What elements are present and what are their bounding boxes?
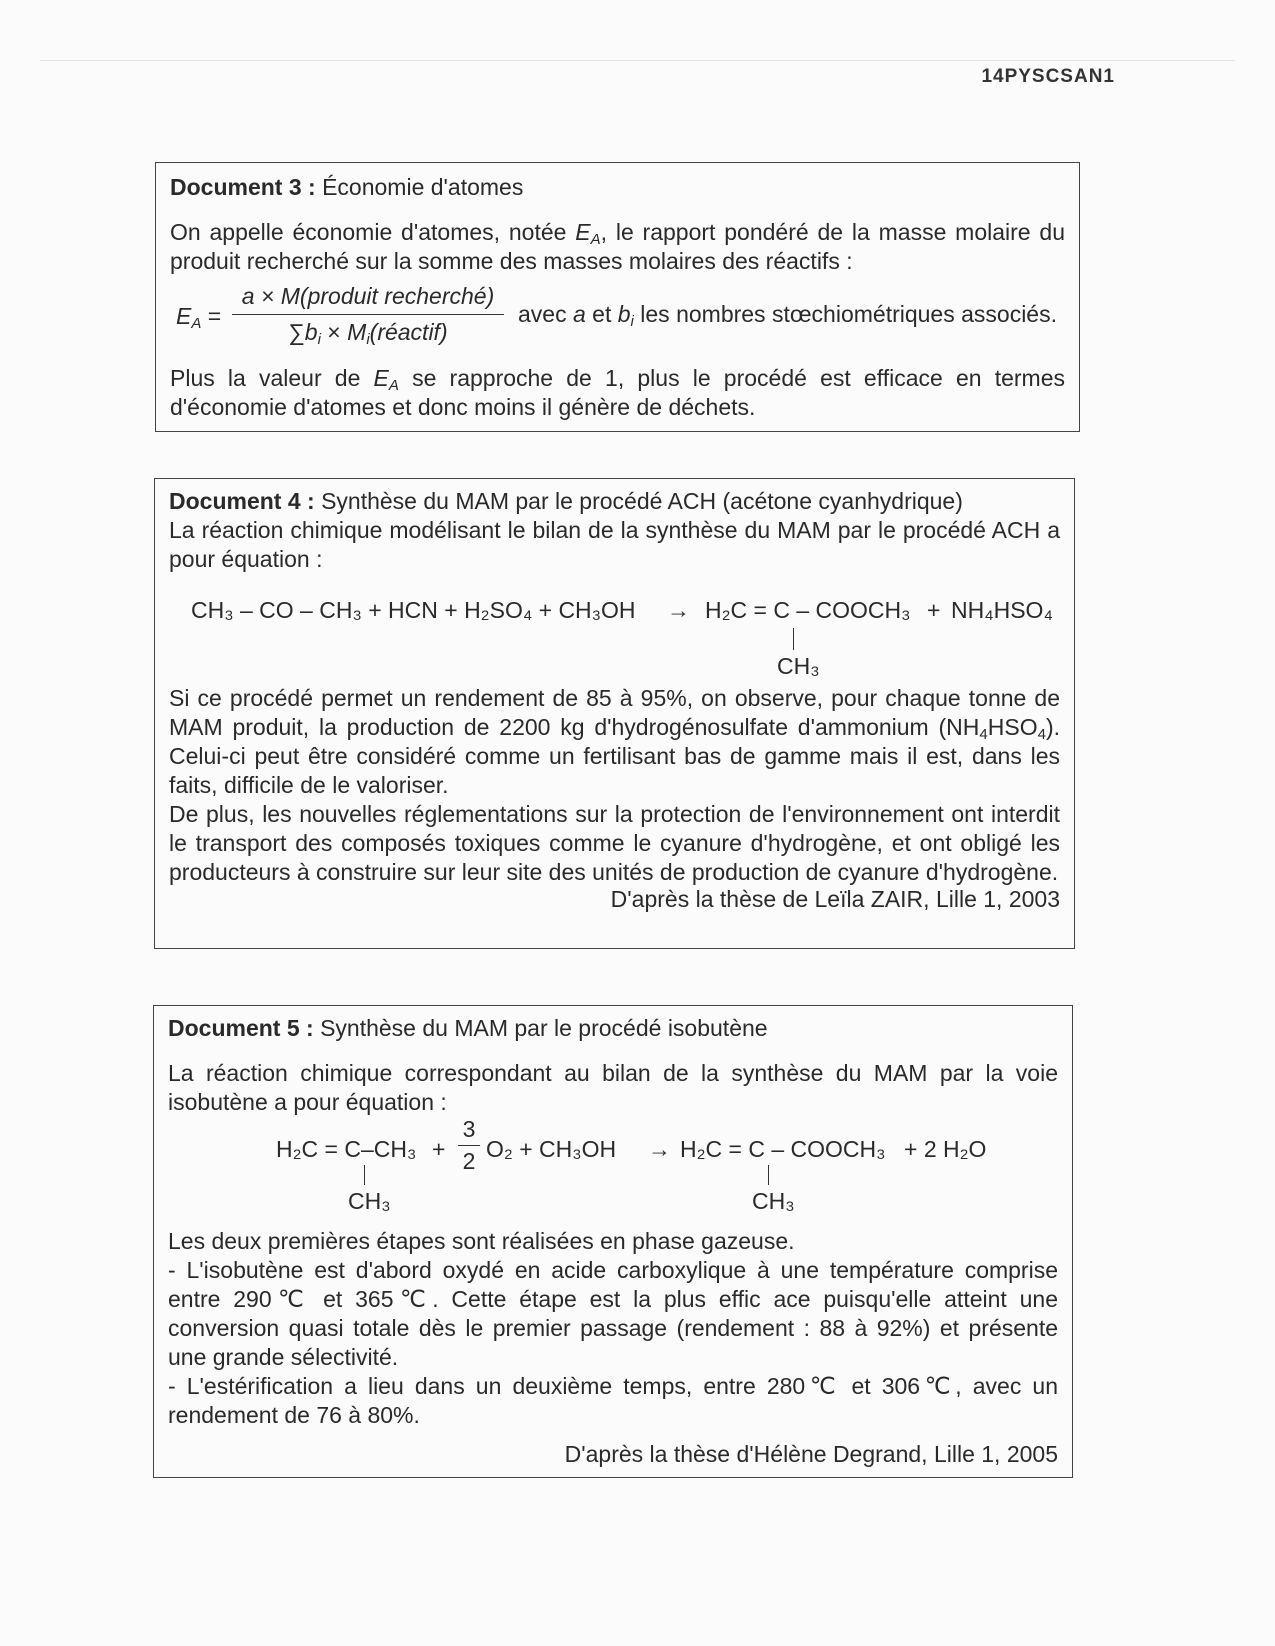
formula-fraction-bar	[232, 314, 504, 315]
ach-arrow: →	[667, 597, 690, 623]
ach-byproduct: NH₄HSO₄	[951, 597, 1053, 623]
document-4-label: Document 4 :	[169, 488, 315, 514]
isobutene-arrow: →	[648, 1136, 671, 1162]
fraction-bar	[458, 1145, 480, 1146]
document-5-line-1: Les deux premières étapes sont réalisées en phase gazeuse.	[168, 1228, 795, 1254]
ea-symbol-2: E	[373, 365, 389, 391]
atom-economy-formula	[170, 280, 1065, 354]
para1-sub-1: 4	[979, 726, 988, 743]
para1-text-2: HSO	[987, 714, 1038, 740]
document-5-line-2: - L'isobutène est d'abord oxydé en acide carboxylique à une température comprise entre 290℃ et 365℃. Cette étape est la plus effic ace puisqu'elle atteint une conversion quasi totale dès le premier passage (rendement : 88 à 92%) et présente une grande sélectivité.	[168, 1257, 1058, 1370]
document-5-line-3: - L'estérification a lieu dans un deuxième temps, entre 280℃ et 306℃, avec un rendement de 76 à 80%.	[168, 1373, 1058, 1428]
para1-text-3: ). Celui-ci peut être considéré comme un fertilisant bas de gamme mais il est, dans les faits, difficile de le valoriser.	[169, 714, 1060, 798]
formula-legend: avec a et $b_i$ les nombres stœchiométriques associés.	[518, 301, 1057, 330]
isobutene-product: H₂C = C – COOCH₃	[680, 1136, 886, 1162]
ea-symbol: E	[575, 219, 591, 245]
document-4-box	[154, 478, 1075, 949]
ach-equation	[169, 574, 1060, 678]
document-4-source: D'après la thèse de Leïla ZAIR, Lille 1, 2003	[610, 886, 1060, 912]
ach-branch-methyl: CH₃	[777, 653, 820, 679]
document-4-title	[169, 487, 1060, 516]
document-3-intro	[170, 218, 1065, 276]
ach-product: H₂C = C – COOCH₃	[705, 597, 911, 623]
reactant-branch-bond	[364, 1165, 365, 1185]
document-4-intro: La réaction chimique modélisant le bilan de la synthèse du MAM par le procédé ACH a pour équation :	[169, 517, 1060, 572]
isobutene-water: + 2 H₂O	[904, 1136, 987, 1162]
para1-text-1: Si ce procédé permet un rendement de 85 à 95%, on observe, pour chaque tonne de MAM produit, la production de 2200 kg d'hydrogénosulfate d'ammonium (NH	[169, 685, 1060, 740]
document-5-label: Document 5 :	[168, 1015, 314, 1041]
formula-numerator: a × M(produit recherché)	[241, 283, 495, 309]
ach-reactants: CH₃ – CO – CH₃ + HCN + H₂SO₄ + CH₃OH	[191, 597, 636, 623]
document-4-paragraph-2: De plus, les nouvelles réglementations sur la protection de l'environnement ont interdit le transport des composés toxiques comme le cyanure d'hydrogène, et ont obligé les producteurs à construire sur leur site des unités de production de cyanure d'hydrogène.	[169, 801, 1060, 885]
isobutene-equation	[168, 1117, 1058, 1215]
formula-lhs: $E_A$ =	[176, 303, 222, 332]
product-branch-methyl: CH₃	[752, 1188, 795, 1214]
document-5-box	[153, 1005, 1073, 1478]
conclusion-text: Plus la valeur de	[170, 365, 374, 391]
intro-text-2: , le rapport pondéré de la masse molaire du produit recherché sur la somme des masses molaires des réactifs :	[170, 219, 1066, 274]
isobutene-plus: +	[432, 1136, 446, 1162]
reactant-branch-methyl: CH₃	[348, 1188, 391, 1214]
ea-subscript: A	[590, 231, 601, 248]
exam-code: 14PYSCSAN1	[981, 66, 1115, 87]
isobutene-reactant: H₂C = C–CH₃	[276, 1136, 417, 1162]
document-3-title	[170, 173, 1065, 202]
ea-subscript-2: A	[388, 377, 399, 394]
fraction-numerator: 3	[462, 1116, 476, 1142]
conclusion-text-2: se rapproche de 1, plus le procédé est efficace en termes d'économie d'atomes et donc moins il génère de déchets.	[170, 365, 1065, 420]
document-3-box	[155, 162, 1080, 432]
ach-plus: +	[927, 597, 941, 623]
isobutene-oxygen-methanol: O₂ + CH₃OH	[486, 1136, 617, 1162]
document-4-title-text: Synthèse du MAM par le procédé ACH (acétone cyanhydrique)	[321, 488, 963, 514]
intro-text: On appelle économie d'atomes, notée	[170, 219, 576, 245]
document-3-label: Document 3 :	[170, 174, 316, 200]
document-5-title-text: Synthèse du MAM par le procédé isobutène	[320, 1015, 768, 1041]
document-3-title-text: Économie d'atomes	[322, 174, 524, 200]
product-branch-bond	[768, 1165, 769, 1185]
para1-sub-2: 4	[1037, 726, 1046, 743]
document-5-source: D'après la thèse d'Hélène Degrand, Lille 1, 2005	[564, 1441, 1058, 1467]
ach-branch-bond	[793, 628, 794, 650]
document-3-conclusion	[170, 364, 1065, 422]
document-5-title	[168, 1014, 1058, 1043]
document-4-paragraph-1	[169, 684, 1060, 800]
formula-denominator: $\sum b_i$ × $M_i(réactif)$	[288, 319, 448, 348]
page-top-rule	[40, 60, 1235, 61]
fraction-denominator: 2	[462, 1148, 476, 1174]
document-5-intro: La réaction chimique correspondant au bilan de la synthèse du MAM par la voie isobutène a pour équation :	[168, 1060, 1058, 1115]
